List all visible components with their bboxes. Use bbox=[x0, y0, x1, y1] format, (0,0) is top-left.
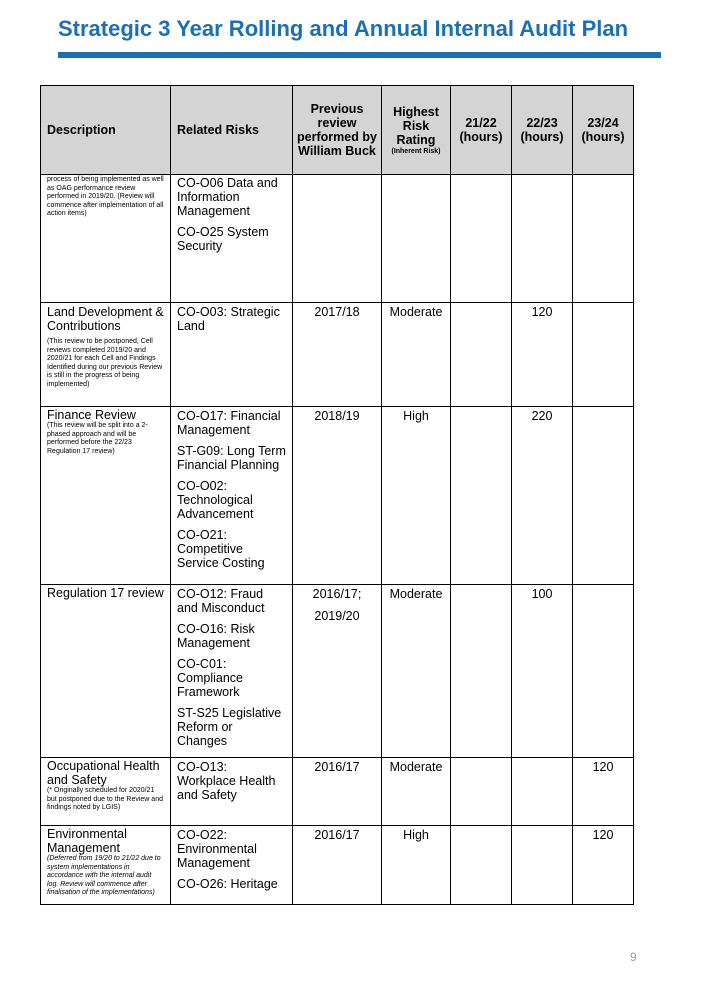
risk-rating-cell: High bbox=[382, 826, 451, 905]
page-number: 9 bbox=[630, 950, 637, 964]
col-header-risk-rating-label: Highest Risk Rating bbox=[393, 104, 439, 147]
description-title: Land Development & Contributions bbox=[47, 305, 164, 333]
description-note: (This review to be postponed, Cell reviews completed 2019/20 and 2020/21 for each Cell and Findings Identified during our previous Review is still in the progress of being implemented) bbox=[47, 338, 163, 388]
risk-item: CO-O22: Environmental Management bbox=[177, 828, 257, 870]
hours-2324-cell: 120 bbox=[573, 758, 634, 826]
table-row bbox=[41, 826, 634, 905]
previous-review-value: 2017/18 bbox=[314, 305, 360, 319]
col-header-risk-rating-sub: (Inherent Risk) bbox=[391, 147, 441, 155]
hours-2324-cell bbox=[573, 585, 634, 758]
previous-review-value: 2016/17 bbox=[314, 828, 360, 842]
table-row bbox=[41, 585, 634, 758]
description-note: (This review will be split into a 2-phased approach and will be performed before the 22/23 Regulation 17 review) bbox=[47, 422, 148, 455]
col-header-2324: 23/24 (hours) bbox=[573, 86, 634, 175]
risk-rating-cell bbox=[382, 175, 451, 303]
hours-2122-cell bbox=[451, 175, 512, 303]
related-risks-cell bbox=[171, 585, 293, 758]
risk-item: CO-C01: Compliance Framework bbox=[177, 657, 244, 699]
description-title: Environmental Management bbox=[47, 827, 127, 855]
hours-2324-cell bbox=[573, 407, 634, 585]
description-cell bbox=[41, 758, 171, 826]
hours-2122-cell bbox=[451, 585, 512, 758]
col-header-related-risks: Related Risks bbox=[171, 86, 293, 175]
col-header-2223: 22/23 (hours) bbox=[512, 86, 573, 175]
risk-item: CO-O06 Data and Information Management bbox=[177, 176, 278, 218]
risk-rating-cell: High bbox=[382, 407, 451, 585]
col-header-2122: 21/22 (hours) bbox=[451, 86, 512, 175]
col-header-previous-review: Previous review performed by William Buck bbox=[293, 86, 382, 175]
previous-review-cell bbox=[293, 585, 382, 758]
description-note: (* Originally scheduled for 2020/21 but postponed due to the Review and findings noted by LGIS) bbox=[47, 787, 163, 811]
risk-rating-cell: Moderate bbox=[382, 585, 451, 758]
description-cell bbox=[41, 407, 171, 585]
risk-item: CO-O25 System Security bbox=[177, 225, 269, 253]
previous-review-cell bbox=[293, 303, 382, 407]
hours-2223-cell: 100 bbox=[512, 585, 573, 758]
hours-2122-cell bbox=[451, 826, 512, 905]
table-row bbox=[41, 407, 634, 585]
description-title: Occupational Health and Safety bbox=[47, 759, 160, 787]
risk-item: CO-O13: Workplace Health and Safety bbox=[177, 760, 276, 802]
audit-plan-table bbox=[40, 85, 634, 905]
col-header-risk-rating bbox=[382, 86, 451, 175]
hours-2223-cell: 220 bbox=[512, 407, 573, 585]
description-cell bbox=[41, 826, 171, 905]
table-header-row bbox=[41, 86, 634, 175]
description-cell bbox=[41, 585, 171, 758]
description-cell bbox=[41, 303, 171, 407]
risk-item: CO-O17: Financial Management bbox=[177, 409, 281, 437]
col-header-description: Description bbox=[41, 86, 171, 175]
table-row bbox=[41, 758, 634, 826]
description-note: process of being implemented as well as OAG performance review performed in 2019/20. (Review will commence after implementation of all action items) bbox=[47, 176, 164, 217]
table-row bbox=[41, 303, 634, 407]
previous-review-value: 2016/17 bbox=[314, 760, 360, 774]
hours-2324-cell bbox=[573, 303, 634, 407]
risk-item: CO-O02: Technological Advancement bbox=[177, 479, 254, 521]
description-cell bbox=[41, 175, 171, 303]
related-risks-cell bbox=[171, 407, 293, 585]
risk-item: CO-O21: Competitive Service Costing bbox=[177, 528, 265, 570]
risk-item: CO-O03: Strategic Land bbox=[177, 305, 280, 333]
related-risks-cell bbox=[171, 175, 293, 303]
hours-2324-cell bbox=[573, 175, 634, 303]
related-risks-cell bbox=[171, 758, 293, 826]
previous-review-cell bbox=[293, 826, 382, 905]
previous-review-cell bbox=[293, 407, 382, 585]
description-note: (Deferred from 19/20 to 21/22 due to system implementations in accordance with the internal audit log. Review will commence after finalisation of the implementations) bbox=[47, 855, 161, 896]
hours-2122-cell bbox=[451, 407, 512, 585]
previous-review-cell bbox=[293, 758, 382, 826]
risk-item: CO-O16: Risk Management bbox=[177, 622, 255, 650]
hours-2223-cell bbox=[512, 826, 573, 905]
table-row bbox=[41, 175, 634, 303]
risk-item: ST-S25 Legislative Reform or Changes bbox=[177, 706, 282, 748]
hours-2223-cell: 120 bbox=[512, 303, 573, 407]
hours-2223-cell bbox=[512, 175, 573, 303]
risk-item: CO-O12: Fraud and Misconduct bbox=[177, 587, 265, 615]
previous-review-cell bbox=[293, 175, 382, 303]
description-title: Regulation 17 review bbox=[47, 586, 164, 600]
risk-rating-cell: Moderate bbox=[382, 758, 451, 826]
previous-review-value: 2019/20 bbox=[314, 609, 360, 623]
risk-item: CO-O26: Heritage bbox=[177, 877, 278, 891]
hours-2324-cell: 120 bbox=[573, 826, 634, 905]
previous-review-value: 2018/19 bbox=[314, 409, 360, 423]
previous-review-value: 2016/17; bbox=[312, 587, 362, 601]
risk-item: ST-G09: Long Term Financial Planning bbox=[177, 444, 286, 472]
page-title: Strategic 3 Year Rolling and Annual Internal Audit Plan bbox=[58, 16, 629, 41]
hours-2223-cell bbox=[512, 758, 573, 826]
description-title: Finance Review bbox=[47, 408, 136, 422]
hours-2122-cell bbox=[451, 303, 512, 407]
risk-rating-cell: Moderate bbox=[382, 303, 451, 407]
title-underline bbox=[58, 52, 661, 58]
related-risks-cell bbox=[171, 826, 293, 905]
hours-2122-cell bbox=[451, 758, 512, 826]
related-risks-cell bbox=[171, 303, 293, 407]
